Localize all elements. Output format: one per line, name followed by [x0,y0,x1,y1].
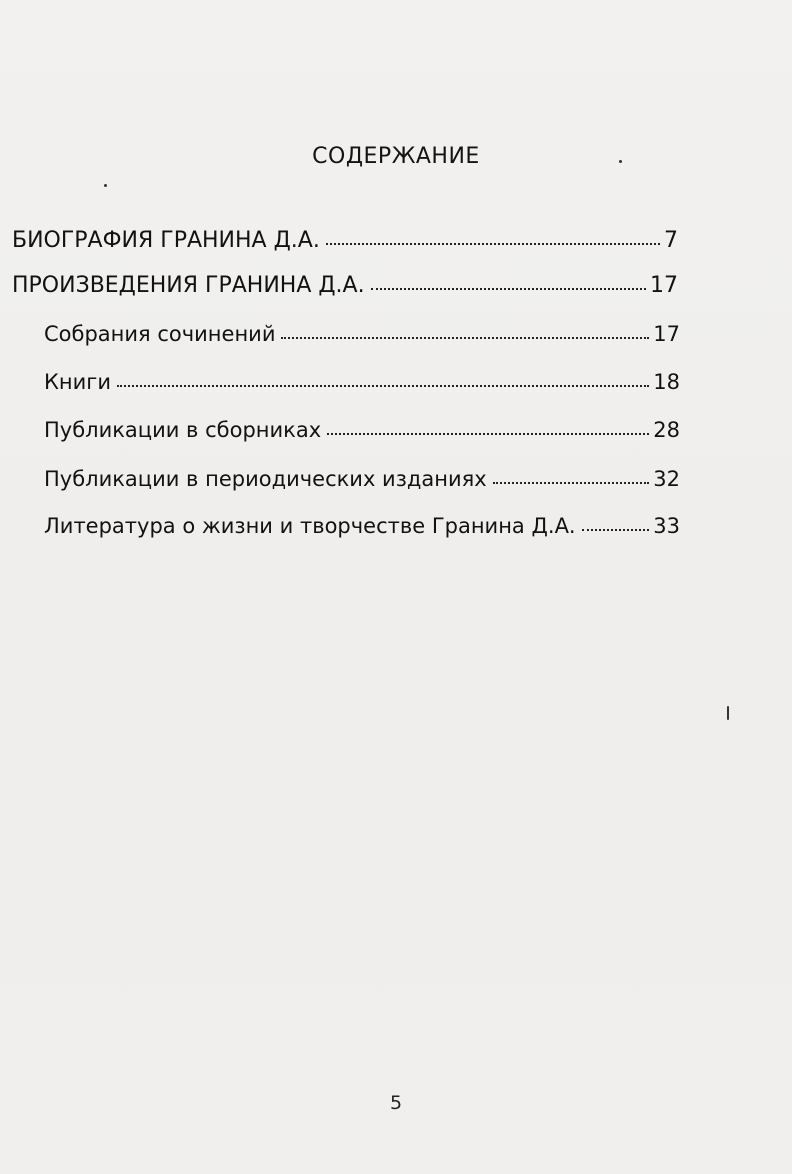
dot-leader [281,337,649,339]
toc-entry-page: 17 [653,322,680,346]
toc-entry-books[interactable] [44,370,680,394]
toc-entry-label: ПРОИЗВЕДЕНИЯ ГРАНИНА Д.А. [12,273,365,298]
toc-entry-page: 33 [653,514,680,538]
toc-entry-periodical-publications[interactable] [44,467,680,491]
dot-leader [117,385,649,387]
toc-entry-page: 18 [653,370,680,394]
toc-entry-literature-about[interactable] [44,514,680,538]
print-speck [104,184,107,187]
page-number: 5 [389,1092,403,1114]
toc-title: СОДЕРЖАНИЕ [312,144,480,169]
toc-entry-label: Книги [44,370,111,394]
dot-leader [582,529,650,531]
dot-leader [493,482,650,484]
toc-entry-label: Собрания сочинений [44,322,276,346]
dot-leader [371,288,646,290]
toc-entry-works[interactable] [12,273,678,298]
dot-leader [327,433,649,435]
toc-entry-label: Литература о жизни и творчестве Гранина Д.А. [44,514,576,538]
print-mark [727,706,729,720]
toc-entry-page: 28 [653,418,680,442]
toc-entry-label: Публикации в периодических изданиях [44,467,487,491]
toc-entry-label: БИОГРАФИЯ ГРАНИНА Д.А. [12,228,320,253]
print-speck [619,160,622,163]
dot-leader [326,243,660,245]
toc-entry-collected-works[interactable] [44,322,680,346]
toc-entry-label: Публикации в сборниках [44,418,322,442]
toc-entry-page: 17 [650,273,678,298]
toc-entry-page: 7 [664,228,678,253]
toc-entry-publications-in-collections[interactable] [44,418,680,442]
toc-entry-page: 32 [653,467,680,491]
toc-entry-biography[interactable] [12,228,678,253]
